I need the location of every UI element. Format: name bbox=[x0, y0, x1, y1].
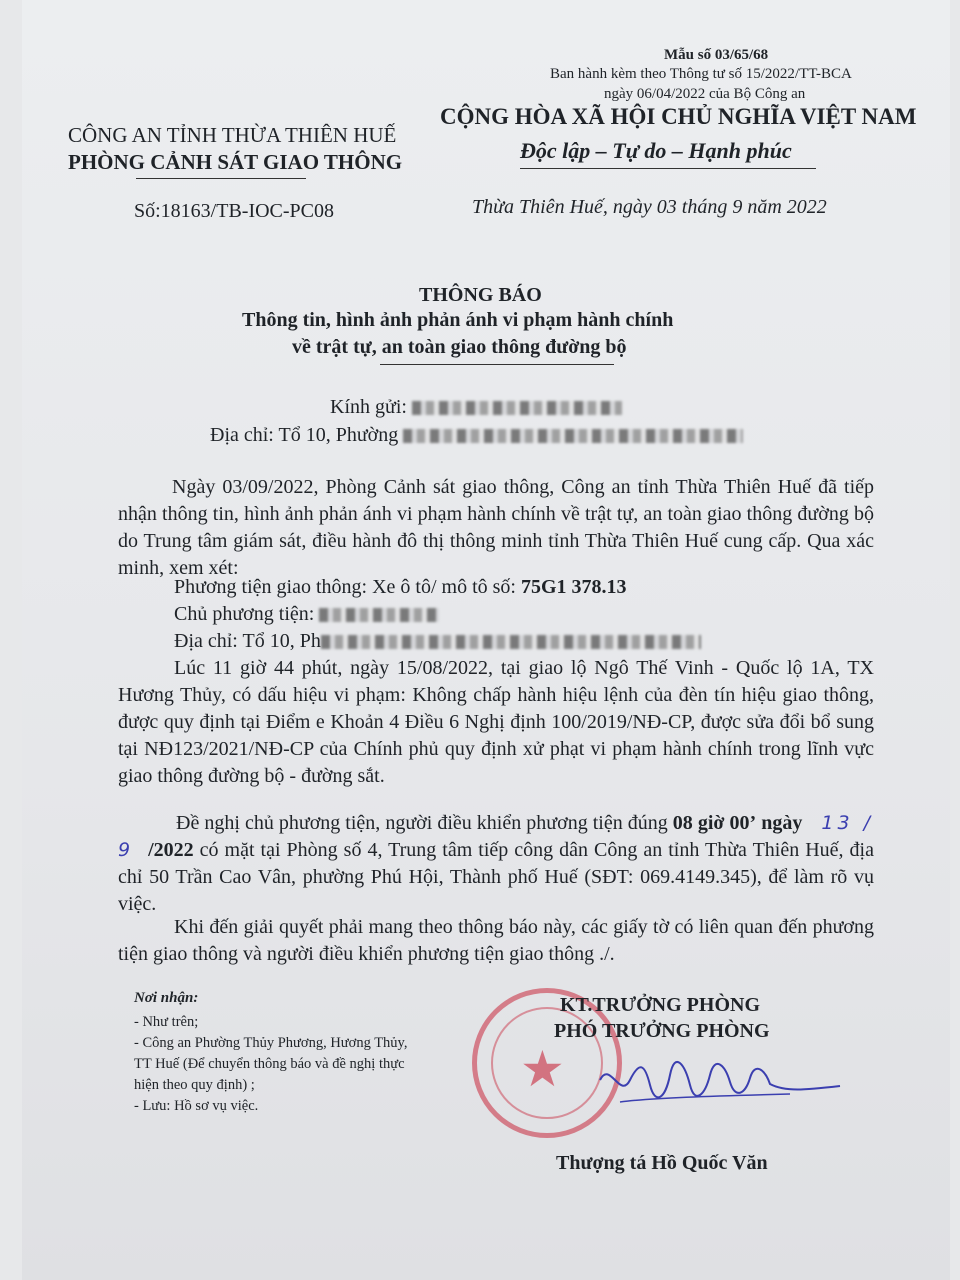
motto-underline bbox=[520, 168, 816, 169]
summons-time: 08 giờ 00’ bbox=[672, 812, 757, 834]
agency-underline bbox=[136, 178, 306, 179]
redacted-recipient-address bbox=[403, 429, 743, 443]
summons-text-start: Đề nghị chủ phương tiện, người điều khiển phương tiện đúng bbox=[176, 812, 673, 834]
national-motto: Độc lập – Tự do – Hạnh phúc bbox=[520, 138, 792, 163]
recipient-address-label: Địa chỉ: Tổ 10, Phường bbox=[210, 424, 399, 446]
recipient-item: - Công an Phường Thủy Phương, Hương Thủy, bbox=[134, 1035, 408, 1051]
handwritten-signature bbox=[590, 1050, 850, 1110]
recipients-heading: Nơi nhận: bbox=[134, 990, 199, 1006]
owner-line bbox=[174, 603, 439, 626]
date-line: Thừa Thiên Huế, ngày 03 tháng 9 năm 2022 bbox=[472, 196, 827, 218]
signature-title-2: PHÓ TRƯỞNG PHÒNG bbox=[554, 1020, 770, 1042]
owner-label: Chủ phương tiện: bbox=[174, 603, 315, 625]
owner-address-line bbox=[174, 630, 701, 653]
vehicle-label: Phương tiện giao thông: Xe ô tô/ mô tô số: bbox=[174, 576, 521, 598]
redacted-owner-name bbox=[319, 608, 439, 622]
paragraph-violation: Lúc 11 giờ 44 phút, ngày 15/08/2022, tại giao lộ Ngô Thế Vinh - Quốc lộ 1A, TX Hương Thủy, có dấu hiệu vi phạm: Không chấp hành hiệu lệnh của đèn tín hiệu giao thông, được quy định tại Điểm e Khoản 4 Điều 6 Nghị định 100/2019/NĐ-CP, được sửa đổi bổ sung tại NĐ123/2021/NĐ-CP của Chính phủ quy định xử phạt vi phạm hành chính trong lĩnh vực giao thông đường bộ - đường sắt. bbox=[118, 657, 874, 787]
recipients-list bbox=[134, 1012, 408, 1117]
agency-line-1: CÔNG AN TỈNH THỪA THIÊN HUẾ bbox=[68, 123, 397, 147]
national-title: CỘNG HÒA XÃ HỘI CHỦ NGHĨA VIỆT NAM bbox=[440, 104, 917, 129]
title-underline bbox=[380, 364, 614, 365]
reference-number: Số:18163/TB-IOC-PC08 bbox=[134, 200, 335, 222]
recipient-line bbox=[330, 396, 622, 419]
document-subtitle-1: Thông tin, hình ảnh phản ánh vi phạm hành chính bbox=[242, 309, 674, 331]
agency-line-2: PHÒNG CẢNH SÁT GIAO THÔNG bbox=[68, 150, 403, 174]
recipient-item: - Lưu: Hồ sơ vụ việc. bbox=[134, 1098, 259, 1114]
handwritten-date: 13 / 9 bbox=[118, 812, 875, 861]
issued-line-1: Ban hành kèm theo Thông tư số 15/2022/TT-BCA bbox=[550, 66, 852, 82]
signer-name: Thượng tá Hồ Quốc Văn bbox=[556, 1152, 768, 1174]
paragraph-summons bbox=[118, 810, 874, 918]
recipient-item: TT Huế (Để chuyển thông báo và đề nghị thực bbox=[134, 1056, 405, 1072]
issued-line-2: ngày 06/04/2022 của Bộ Công an bbox=[604, 86, 806, 102]
summons-day-label: ngày bbox=[761, 812, 803, 834]
paragraph-receipt: Ngày 03/09/2022, Phòng Cảnh sát giao thông, Công an tỉnh Thừa Thiên Huế đã tiếp nhận thông tin, hình ảnh phản ánh vi phạm hành chính về trật tự, an toàn giao thông đường bộ do Trung tâm giám sát, điều hành đô thị thông minh tỉnh Thừa Thiên Huế cung cấp. Qua xác minh, xem xét: bbox=[118, 476, 874, 579]
vehicle-plate: 75G1 378.13 bbox=[520, 576, 627, 598]
vehicle-line bbox=[174, 576, 627, 599]
document-subtitle-2: về trật tự, an toàn giao thông đường bộ bbox=[292, 336, 627, 358]
recipient-item: - Như trên; bbox=[134, 1014, 199, 1030]
summons-text-rest: có mặt tại Phòng số 4, Trung tâm tiếp công dân Công an tỉnh Thừa Thiên Huế, địa chỉ 50 Trần Cao Vân, phường Phú Hội, Thành phố Huế (SĐT: 069.4149.345), để làm rõ vụ việc. bbox=[118, 839, 874, 915]
document-title: THÔNG BÁO bbox=[419, 284, 542, 306]
seal-star-icon: ★ bbox=[520, 1040, 565, 1098]
paragraph-instructions: Khi đến giải quyết phải mang theo thông báo này, các giấy tờ có liên quan đến phương tiện giao thông và người điều khiển phương tiện giao thông ./. bbox=[118, 916, 874, 965]
redacted-recipient-name bbox=[412, 401, 622, 415]
recipient-address-line bbox=[210, 424, 743, 447]
recipient-item: hiện theo quy định) ; bbox=[134, 1077, 255, 1093]
summons-year: /2022 bbox=[148, 839, 194, 861]
form-number: Mẫu số 03/65/68 bbox=[664, 47, 769, 63]
recipient-label: Kính gửi: bbox=[330, 396, 407, 418]
owner-address-label: Địa chỉ: Tổ 10, Ph bbox=[174, 630, 321, 652]
signature-title-1: KT.TRƯỞNG PHÒNG bbox=[560, 994, 760, 1016]
redacted-owner-address bbox=[321, 635, 701, 649]
